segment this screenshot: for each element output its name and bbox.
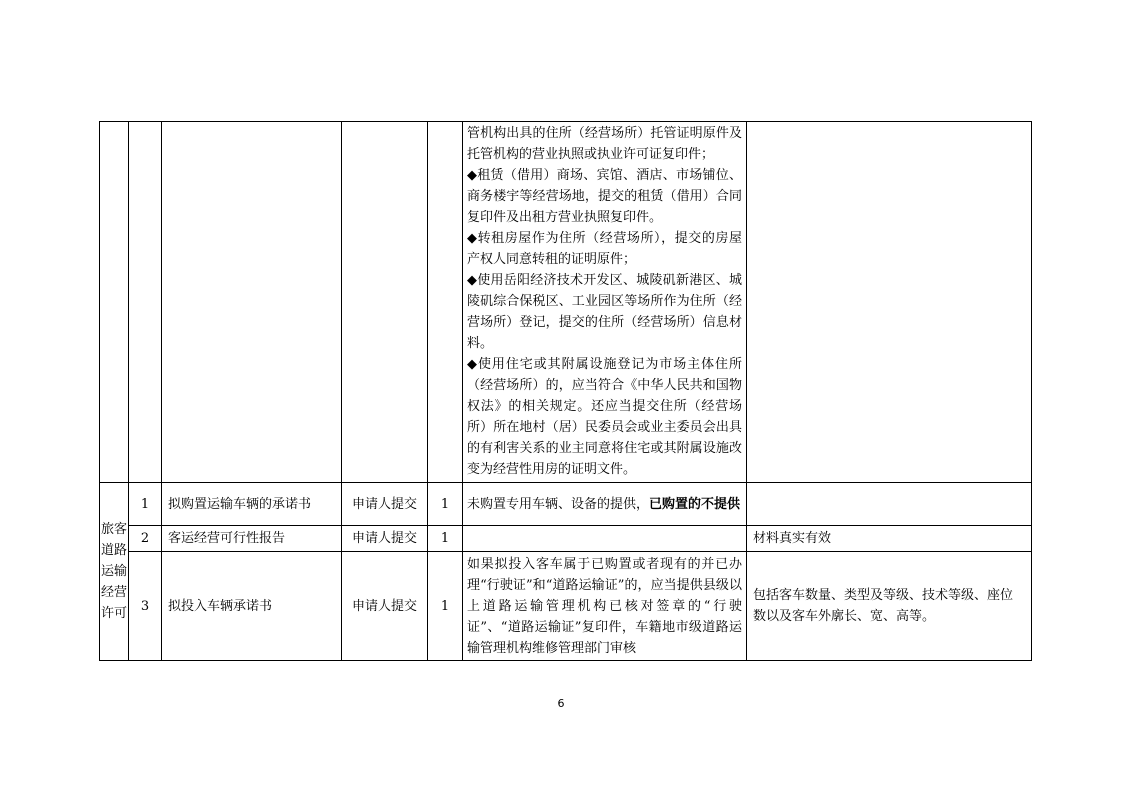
material-quantity: 1 bbox=[428, 526, 463, 552]
requirement-text: ◆转租房屋作为住所（经营场所），提交的房屋产权人同意转租的证明原件； bbox=[467, 231, 742, 267]
material-source: 申请人提交 bbox=[342, 483, 428, 526]
material-name: 客运经营可行性报告 bbox=[162, 526, 342, 552]
table-row-continued bbox=[100, 122, 1032, 483]
table-row bbox=[100, 483, 1032, 526]
row-number: 1 bbox=[129, 483, 162, 526]
requirement-cell bbox=[463, 483, 747, 526]
materials-table bbox=[99, 121, 1032, 661]
note-cell: 包括客车数量、类型及等级、技术等级、座位数以及客车外廓长、宽、高等。 bbox=[747, 552, 1032, 661]
note-cell-empty bbox=[747, 122, 1032, 483]
material-source: 申请人提交 bbox=[342, 552, 428, 661]
requirements-cell-continued bbox=[463, 122, 747, 483]
page-number: 6 bbox=[557, 697, 565, 710]
material-quantity: 1 bbox=[428, 483, 463, 526]
requirement-text: 未购置专用车辆、设备的提供， bbox=[467, 496, 650, 512]
category-cell-empty bbox=[100, 122, 129, 483]
source-cell-empty bbox=[342, 122, 428, 483]
requirement-cell bbox=[463, 526, 747, 552]
requirement-text: ◆使用岳阳经济技术开发区、城陵矶新港区、城陵矶综合保税区、工业园区等场所作为住所（经营场所）登记，提交的住所（经营场所）信息材料。 bbox=[467, 273, 742, 351]
requirement-text: 管机构出具的住所（经营场所）托管证明原件及托管机构的营业执照或执业许可证复印件； bbox=[467, 126, 742, 162]
row-number: 3 bbox=[129, 552, 162, 661]
material-source: 申请人提交 bbox=[342, 526, 428, 552]
row-number: 2 bbox=[129, 526, 162, 552]
requirement-cell bbox=[463, 552, 747, 661]
category-cell: 旅客道路运输经营许可 bbox=[100, 483, 129, 661]
requirement-bold-text: 已购置的不提供 bbox=[649, 496, 741, 512]
num-cell-empty bbox=[129, 122, 162, 483]
material-name: 拟购置运输车辆的承诺书 bbox=[162, 483, 342, 526]
name-cell-empty bbox=[162, 122, 342, 483]
material-quantity: 1 bbox=[428, 552, 463, 661]
material-name: 拟投入车辆承诺书 bbox=[162, 552, 342, 661]
note-cell: 材料真实有效 bbox=[747, 526, 1032, 552]
table-row bbox=[100, 526, 1032, 552]
note-cell bbox=[747, 483, 1032, 526]
requirement-text: ◆租赁（借用）商场、宾馆、酒店、市场铺位、商务楼宇等经营场地，提交的租赁（借用）合同复印件及出租方营业执照复印件。 bbox=[467, 168, 742, 225]
requirement-text: 如果拟投入客车属于已购置或者现有的并已办理“行驶证”和“道路运输证”的，应当提供县级以上道路运输管理机构已核对签章的“行驶证”、“道路运输证”复印件，车籍地市级道路运输管理机构维修管理部门审核 bbox=[467, 556, 742, 656]
requirement-text: ◆使用住宅或其附属设施登记为市场主体住所（经营场所）的，应当符合《中华人民共和国物权法》的相关规定。还应当提交住所（经营场所）所在地村（居）民委员会或业主委员会出具的有利害关系的业主同意将住宅或其附属设施改变为经营性用房的证明文件。 bbox=[467, 357, 742, 477]
qty-cell-empty bbox=[428, 122, 463, 483]
table-row bbox=[100, 552, 1032, 661]
